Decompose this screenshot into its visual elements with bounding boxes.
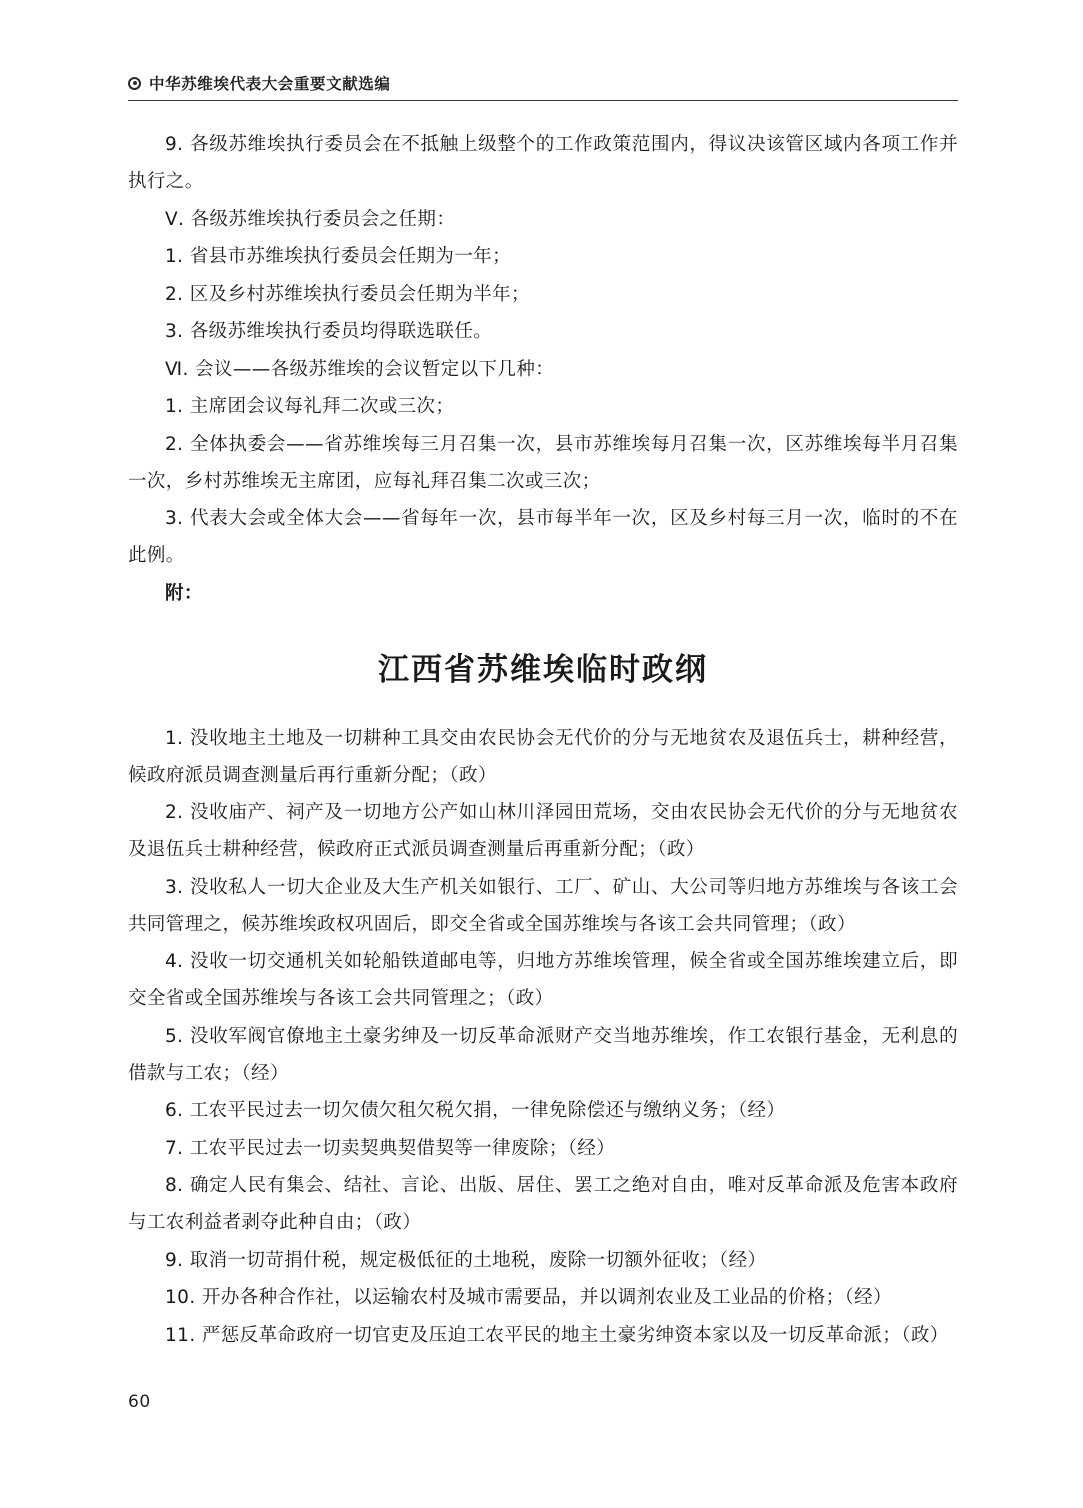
paragraph: 1. 省县市苏维埃执行委员会任期为一年； xyxy=(165,246,512,267)
list-item: 7. 工农平民过去一切卖契典契借契等一律废除；（经） xyxy=(165,1137,616,1159)
platform-list xyxy=(128,720,958,1354)
paragraph: 9. 各级苏维埃执行委员会在不抵触上级整个的工作政策范围内，得议决该管区域内各项工作并执行之。 xyxy=(128,134,958,192)
page-content xyxy=(128,0,958,1508)
paragraph: 3. 各级苏维埃执行委员均得联选联任。 xyxy=(165,321,493,342)
list-item: 5. 没收军阀官僚地主土豪劣绅及一切反革命派财产交当地苏维埃，作工农银行基金，无利息的借款与工农；（经） xyxy=(128,1025,958,1084)
list-item: 1. 没收地主土地及一切耕种工具交由农民协会无代价的分与无地贫农及退伍兵士，耕种经营，候政府派员调查测量后再行重新分配；（政） xyxy=(128,727,958,786)
page-number: 60 xyxy=(128,1392,151,1412)
list-item: 6. 工农平民过去一切欠债欠租欠税欠捐，一律免除偿还与缴纳义务；（经） xyxy=(165,1100,786,1121)
paragraph: 2. 区及乡村苏维埃执行委员会任期为半年； xyxy=(165,283,530,305)
attachment-label: 附： xyxy=(165,582,203,604)
list-item: 3. 没收私人一切大企业及大生产机关如银行、工厂、矿山、大公司等归地方苏维埃与各该工会共同管理之，候苏维埃政权巩固后，即交全省或全国苏维埃与各该工会共同管理；（政） xyxy=(128,876,958,935)
list-item: 11. 严惩反革命政府一切官吏及压迫工农平民的地主土豪劣绅资本家以及一切反革命派；（政） xyxy=(165,1324,949,1346)
body-text xyxy=(128,126,958,1354)
list-item: 4. 没收一切交通机关如轮船铁道邮电等，归地方苏维埃管理，候全省或全国苏维埃建立后，即交全省或全国苏维埃与各该工会共同管理之；（政） xyxy=(128,951,958,1009)
paragraph: 2. 全体执委会——省苏维埃每三月召集一次，县市苏维埃每月召集一次，区苏维埃每半月召集一次，乡村苏维埃无主席团，应每礼拜召集二次或三次； xyxy=(128,433,958,492)
paragraph: Ⅵ. 会议——各级苏维埃的会议暂定以下几种： xyxy=(165,358,555,380)
header-divider xyxy=(128,100,958,101)
paragraph: Ⅴ. 各级苏维埃执行委员会之任期： xyxy=(165,208,456,230)
list-item: 9. 取消一切苛捐什税，规定极低征的土地税，废除一切额外征收；（经） xyxy=(165,1249,767,1271)
running-header-title: 中华苏维埃代表大会重要文献选编 xyxy=(149,75,391,93)
list-item: 10. 开办各种合作社，以运输农村及城市需要品，并以调剂农业及工业品的价格；（经） xyxy=(165,1287,892,1308)
list-item: 2. 没收庙产、祠产及一切地方公产如山林川泽园田荒场，交由农民协会无代价的分与无地贫农及退伍兵士耕种经营，候政府正式派员调查测量后再重新分配；（政） xyxy=(128,802,958,860)
paragraph: 3. 代表大会或全体大会——省每年一次，县市每半年一次，区及乡村每三月一次，临时的不在此例。 xyxy=(128,508,958,566)
list-item: 8. 确定人民有集会、结社、言论、出版、居住、罢工之绝对自由，唯对反革命派及危害本政府与工农利益者剥夺此种自由；（政） xyxy=(128,1175,958,1233)
running-header xyxy=(128,72,958,94)
paragraph: 1. 主席团会议每礼拜二次或三次； xyxy=(165,396,455,417)
dot-circle-icon xyxy=(128,77,141,90)
document-title: 江西省苏维埃临时政纲 xyxy=(378,651,708,688)
